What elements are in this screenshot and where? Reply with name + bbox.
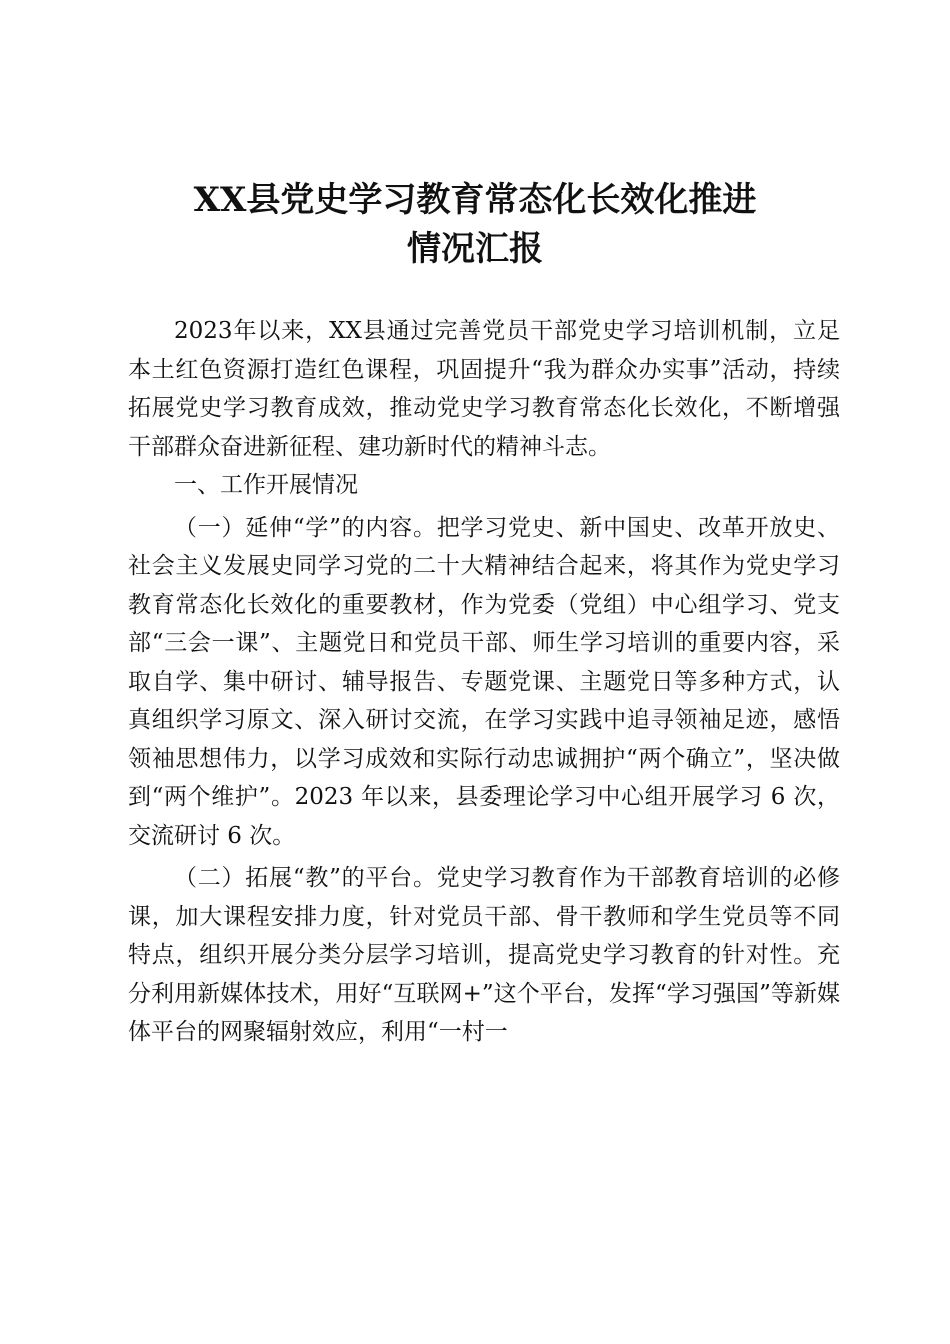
paragraph-subsection-1: （一）延伸“学”的内容。把学习党史、新中国史、改革开放史、社会主义发展史同学习党的二十大精神结合起来，将其作为党史学习教育常态化长效化的重要教材，作为党委（党组）中心组学习、党支部“三会一课”、主题党日和党员干部、师生学习培训的重要内容，采取自学、集中研讨、辅导报告、专题党课、主题党日等多种方式，认真组织学习原文、深入研讨交流，在学习实践中追寻领袖足迹，感悟领袖思想伟力，以学习成效和实际行动忠诚拥护“两个确立”，坚决做到“两个维护”。2023 年以来，县委理论学习中心组开展学习 6 次，交流研讨 6 次。 xyxy=(128,514,840,849)
paragraph-intro: 2023年以来，XX县通过完善党员干部党史学习培训机制，立足本土红色资源打造红色课程，巩固提升“我为群众办实事”活动，持续拓展党史学习教育成效，推动党史学习教育常态化长效化，不断增强干部群众奋进新征程、建功新时代的精神斗志。 xyxy=(128,318,840,460)
document-title-line-2: 情况汇报 xyxy=(407,229,543,269)
document-title-line-1: XX县党史学习教育常态化长效化推进 xyxy=(193,180,757,220)
document-body xyxy=(128,312,840,1052)
section-heading-1: 一、工作开展情况 xyxy=(174,472,358,498)
paragraph-subsection-2: （二）拓展“教”的平台。党史学习教育作为干部教育培训的必修课，加大课程安排力度，针对党员干部、骨干教师和学生党员等不同特点，组织开展分类分层学习培训，提高党史学习教育的针对性。充分利用新媒体技术，用好“互联网+”这个平台，发挥“学习强国”等新媒体平台的网聚辐射效应，利用“一村一 xyxy=(128,865,840,1045)
